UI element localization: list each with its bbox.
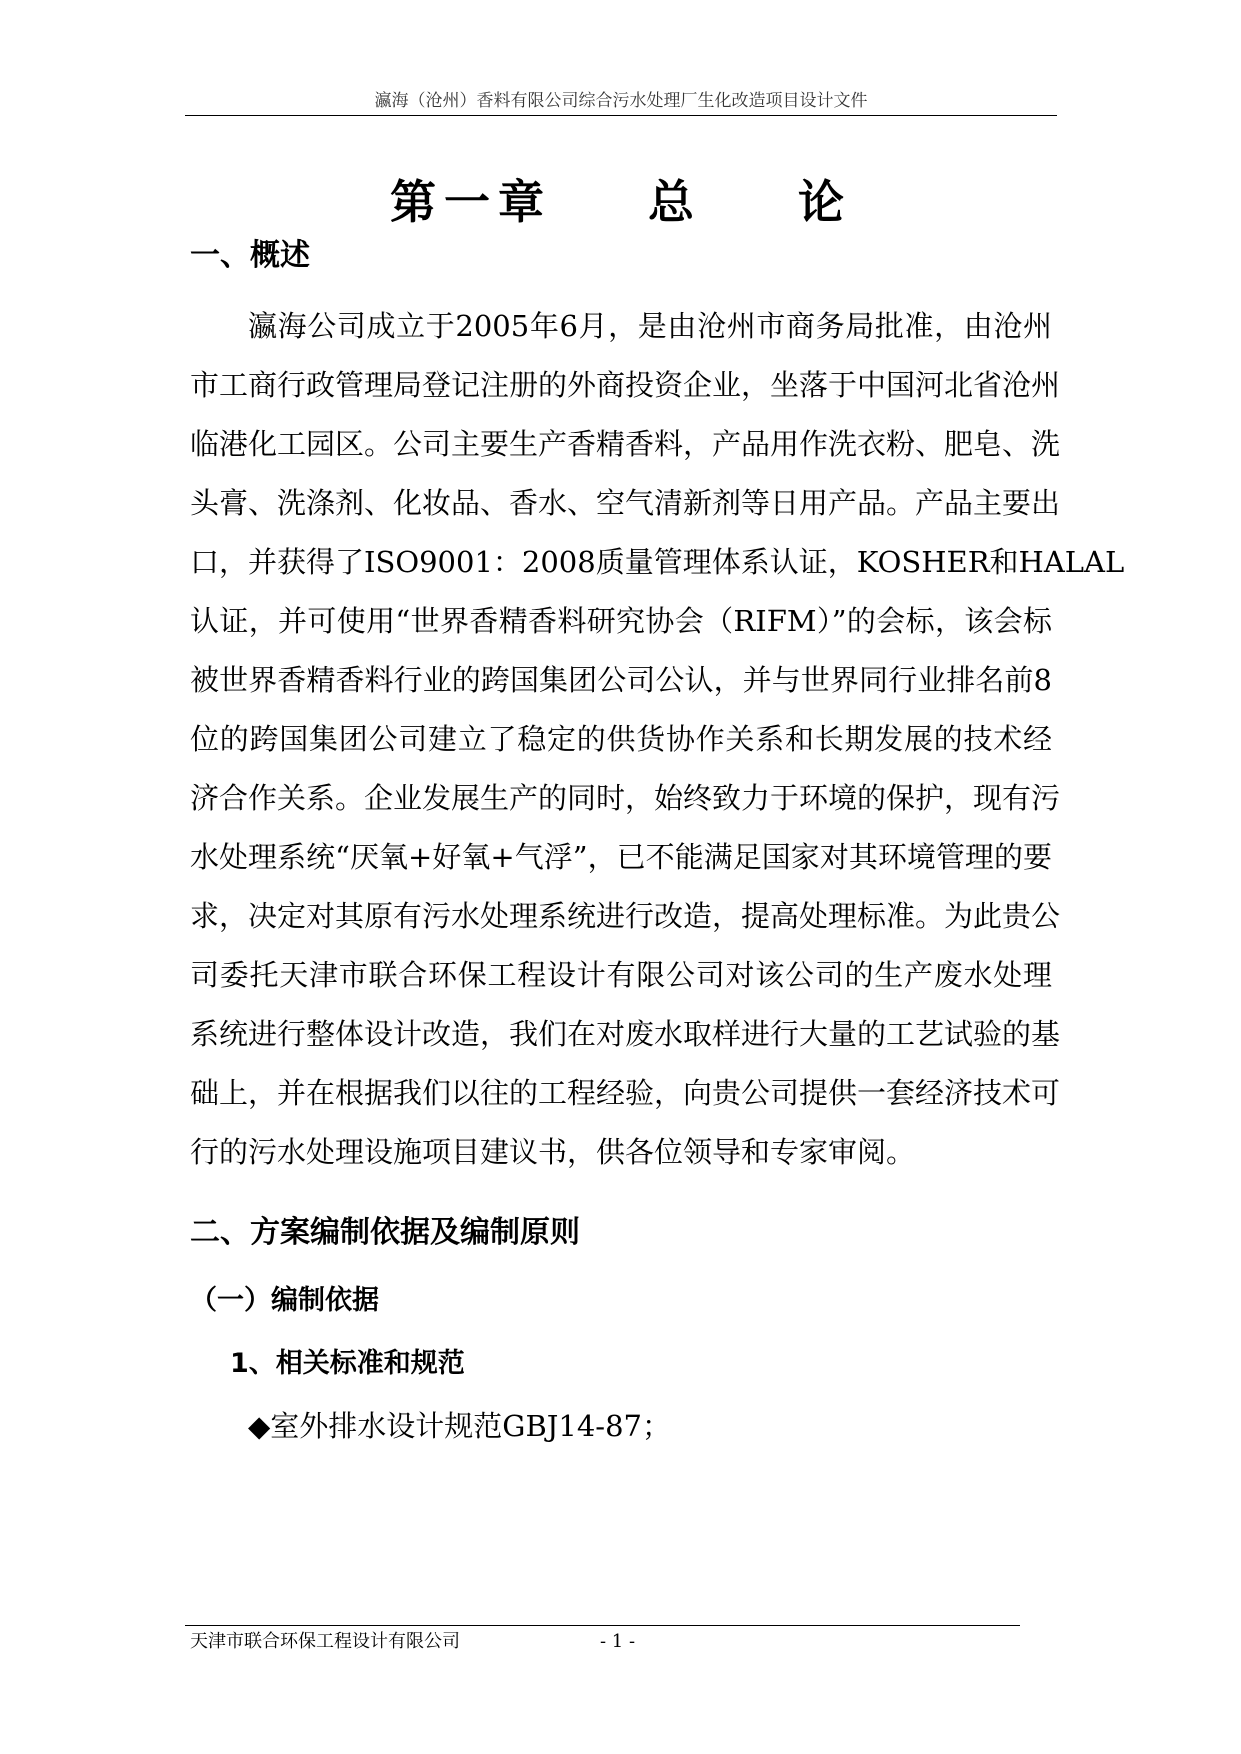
body-line: 认证，并可使用“世界香精香料研究协会（RIFM）”的会标，该会标 <box>190 604 1052 638</box>
body-line: 济合作关系。企业发展生产的同时，始终致力于环境的保护，现有污 <box>190 781 1061 815</box>
body-line: 行的污水处理设施项目建议书，供各位领导和专家审阅。 <box>190 1135 916 1169</box>
body-line: 求，决定对其原有污水处理系统进行改造，提高处理标准。为此贵公 <box>190 899 1061 933</box>
bullet-list-item: ◆室外排水设计规范GBJ14-87； <box>248 1409 672 1443</box>
footer-rule <box>185 1625 1020 1626</box>
body-line: 础上，并在根据我们以往的工程经验，向贵公司提供一套经济技术可 <box>190 1076 1061 1110</box>
chapter-title: 第一章 总 论 <box>389 175 853 229</box>
footer-company: 天津市联合环保工程设计有限公司 <box>190 1631 460 1652</box>
body-line: 系统进行整体设计改造，我们在对废水取样进行大量的工艺试验的基 <box>190 1017 1061 1051</box>
section-heading-basis: 二、方案编制依据及编制原则 <box>190 1215 580 1250</box>
body-line: 市工商行政管理局登记注册的外商投资企业，坐落于中国河北省沧州 <box>190 368 1061 402</box>
body-line: 口，并获得了ISO9001：2008质量管理体系认证，KOSHER和HALAL <box>190 545 1125 579</box>
body-line: 临港化工园区。公司主要生产香精香料，产品用作洗衣粉、肥皂、洗 <box>190 427 1061 461</box>
header-rule <box>185 115 1057 116</box>
body-line: 水处理系统“厌氧+好氧+气浮”，已不能满足国家对其环境管理的要 <box>190 840 1052 874</box>
subsubsection-heading: 1、相关标准和规范 <box>230 1348 465 1379</box>
body-line: 被世界香精香料行业的跨国集团公司公认，并与世界同行业排名前8 <box>190 663 1052 697</box>
section-heading-overview: 一、概述 <box>190 238 310 273</box>
body-line: 头膏、洗涤剂、化妆品、香水、空气清新剂等日用产品。产品主要出 <box>190 486 1061 520</box>
page-number: - 1 - <box>600 1631 636 1652</box>
body-line: 位的跨国集团公司建立了稳定的供货协作关系和长期发展的技术经 <box>190 722 1052 756</box>
subsection-heading: （一）编制依据 <box>190 1285 379 1316</box>
body-line: 司委托天津市联合环保工程设计有限公司对该公司的生产废水处理 <box>190 958 1052 992</box>
page-header: 瀛海（沧州）香料有限公司综合污水处理厂生化改造项目设计文件 <box>374 91 868 111</box>
body-line: 瀛海公司成立于2005年6月，是由沧州市商务局批准，由沧州 <box>248 309 1052 343</box>
